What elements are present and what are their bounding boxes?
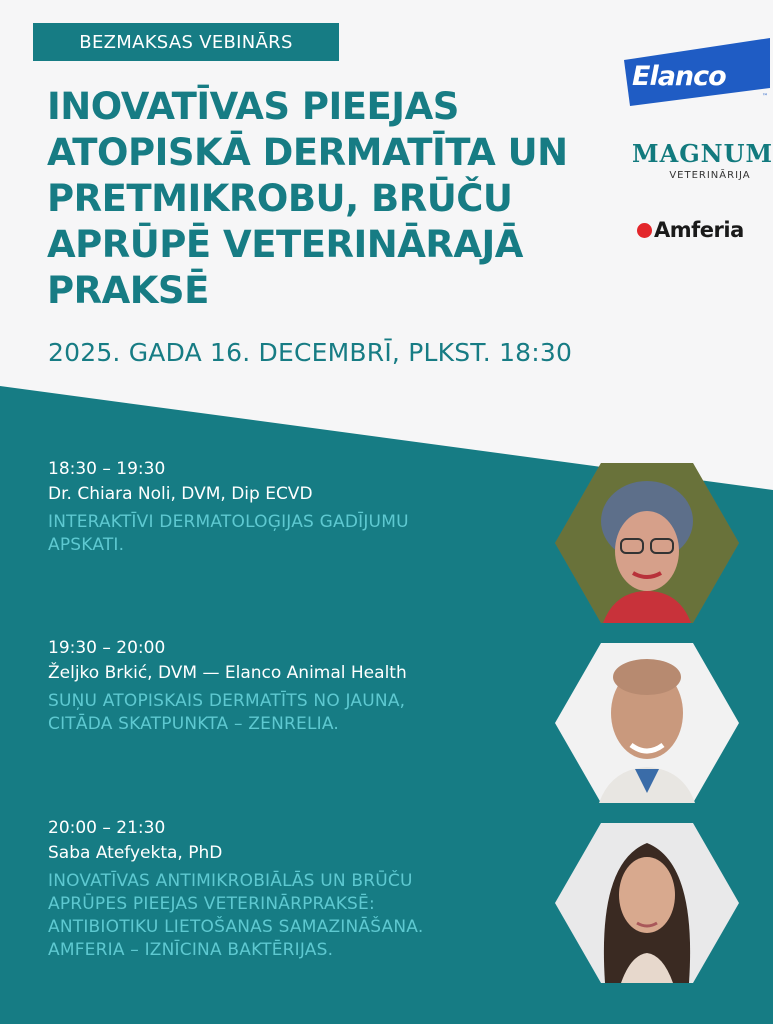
speaker-photo-chiara-noli <box>555 463 739 623</box>
title-line: PRAKSĒ <box>47 269 209 312</box>
session-2 <box>48 636 548 736</box>
topic-line: APRŪPES PIEEJAS VETERINĀRPRAKSĒ: <box>48 894 375 914</box>
topic-line: AMFERIA – IZNĪCINA BAKTĒRIJAS. <box>48 940 334 960</box>
speaker-photo-zeljko-brkic <box>555 643 739 803</box>
session-topic <box>48 870 548 962</box>
amferia-logo-text: Amferia <box>654 218 744 242</box>
session-3 <box>48 816 548 962</box>
webinar-tag: BEZMAKSAS VEBINĀRS <box>33 23 339 61</box>
amferia-logo <box>637 218 744 242</box>
title-line: INOVATĪVAS PIEEJAS <box>47 85 459 128</box>
webinar-date: 2025. GADA 16. DECEMBRĪ, PLKST. 18:30 <box>48 338 573 367</box>
elanco-logo-text: Elanco <box>632 61 726 92</box>
session-speaker: Dr. Chiara Noli, DVM, Dip ECVD <box>48 484 313 504</box>
topic-line: ANTIBIOTIKU LIETOŠANAS SAMAZINĀŠANA. <box>48 917 424 937</box>
session-speaker: Željko Brkić, DVM — Elanco Animal Health <box>48 663 407 683</box>
title-line: PRETMIKROBU, BRŪČU <box>47 177 513 220</box>
topic-line: INTERAKTĪVI DERMATOLOĢIJAS GADĪJUMU <box>48 512 409 532</box>
speaker-photo-saba-atefyekta <box>555 823 739 983</box>
session-1 <box>48 457 548 557</box>
magnum-logo-subtitle: VETERINĀRIJA <box>669 170 751 181</box>
session-topic <box>48 690 548 736</box>
elanco-tm-text: ™ <box>762 93 768 100</box>
elanco-logo <box>622 38 773 106</box>
webinar-title <box>47 84 607 314</box>
session-speaker: Saba Atefyekta, PhD <box>48 843 223 863</box>
session-time: 19:30 – 20:00 <box>48 638 166 658</box>
topic-line: INOVATĪVAS ANTIMIKROBIĀLĀS UN BRŪČU <box>48 871 413 891</box>
magnum-logo-text: MAGNUM <box>632 139 773 168</box>
topic-line: SUŅU ATOPISKAIS DERMATĪTS NO JAUNA, <box>48 691 406 711</box>
session-time: 20:00 – 21:30 <box>48 818 166 838</box>
title-line: APRŪPĒ VETERINĀRAJĀ <box>47 223 523 266</box>
session-time: 18:30 – 19:30 <box>48 459 166 479</box>
topic-line: CITĀDA SKATPUNKTA – ZENRELIA. <box>48 714 339 734</box>
amferia-dot-icon <box>637 223 652 238</box>
magnum-logo <box>632 139 773 181</box>
session-topic <box>48 511 548 557</box>
topic-line: APSKATI. <box>48 535 125 555</box>
title-line: ATOPISKĀ DERMATĪTA UN <box>47 131 568 174</box>
